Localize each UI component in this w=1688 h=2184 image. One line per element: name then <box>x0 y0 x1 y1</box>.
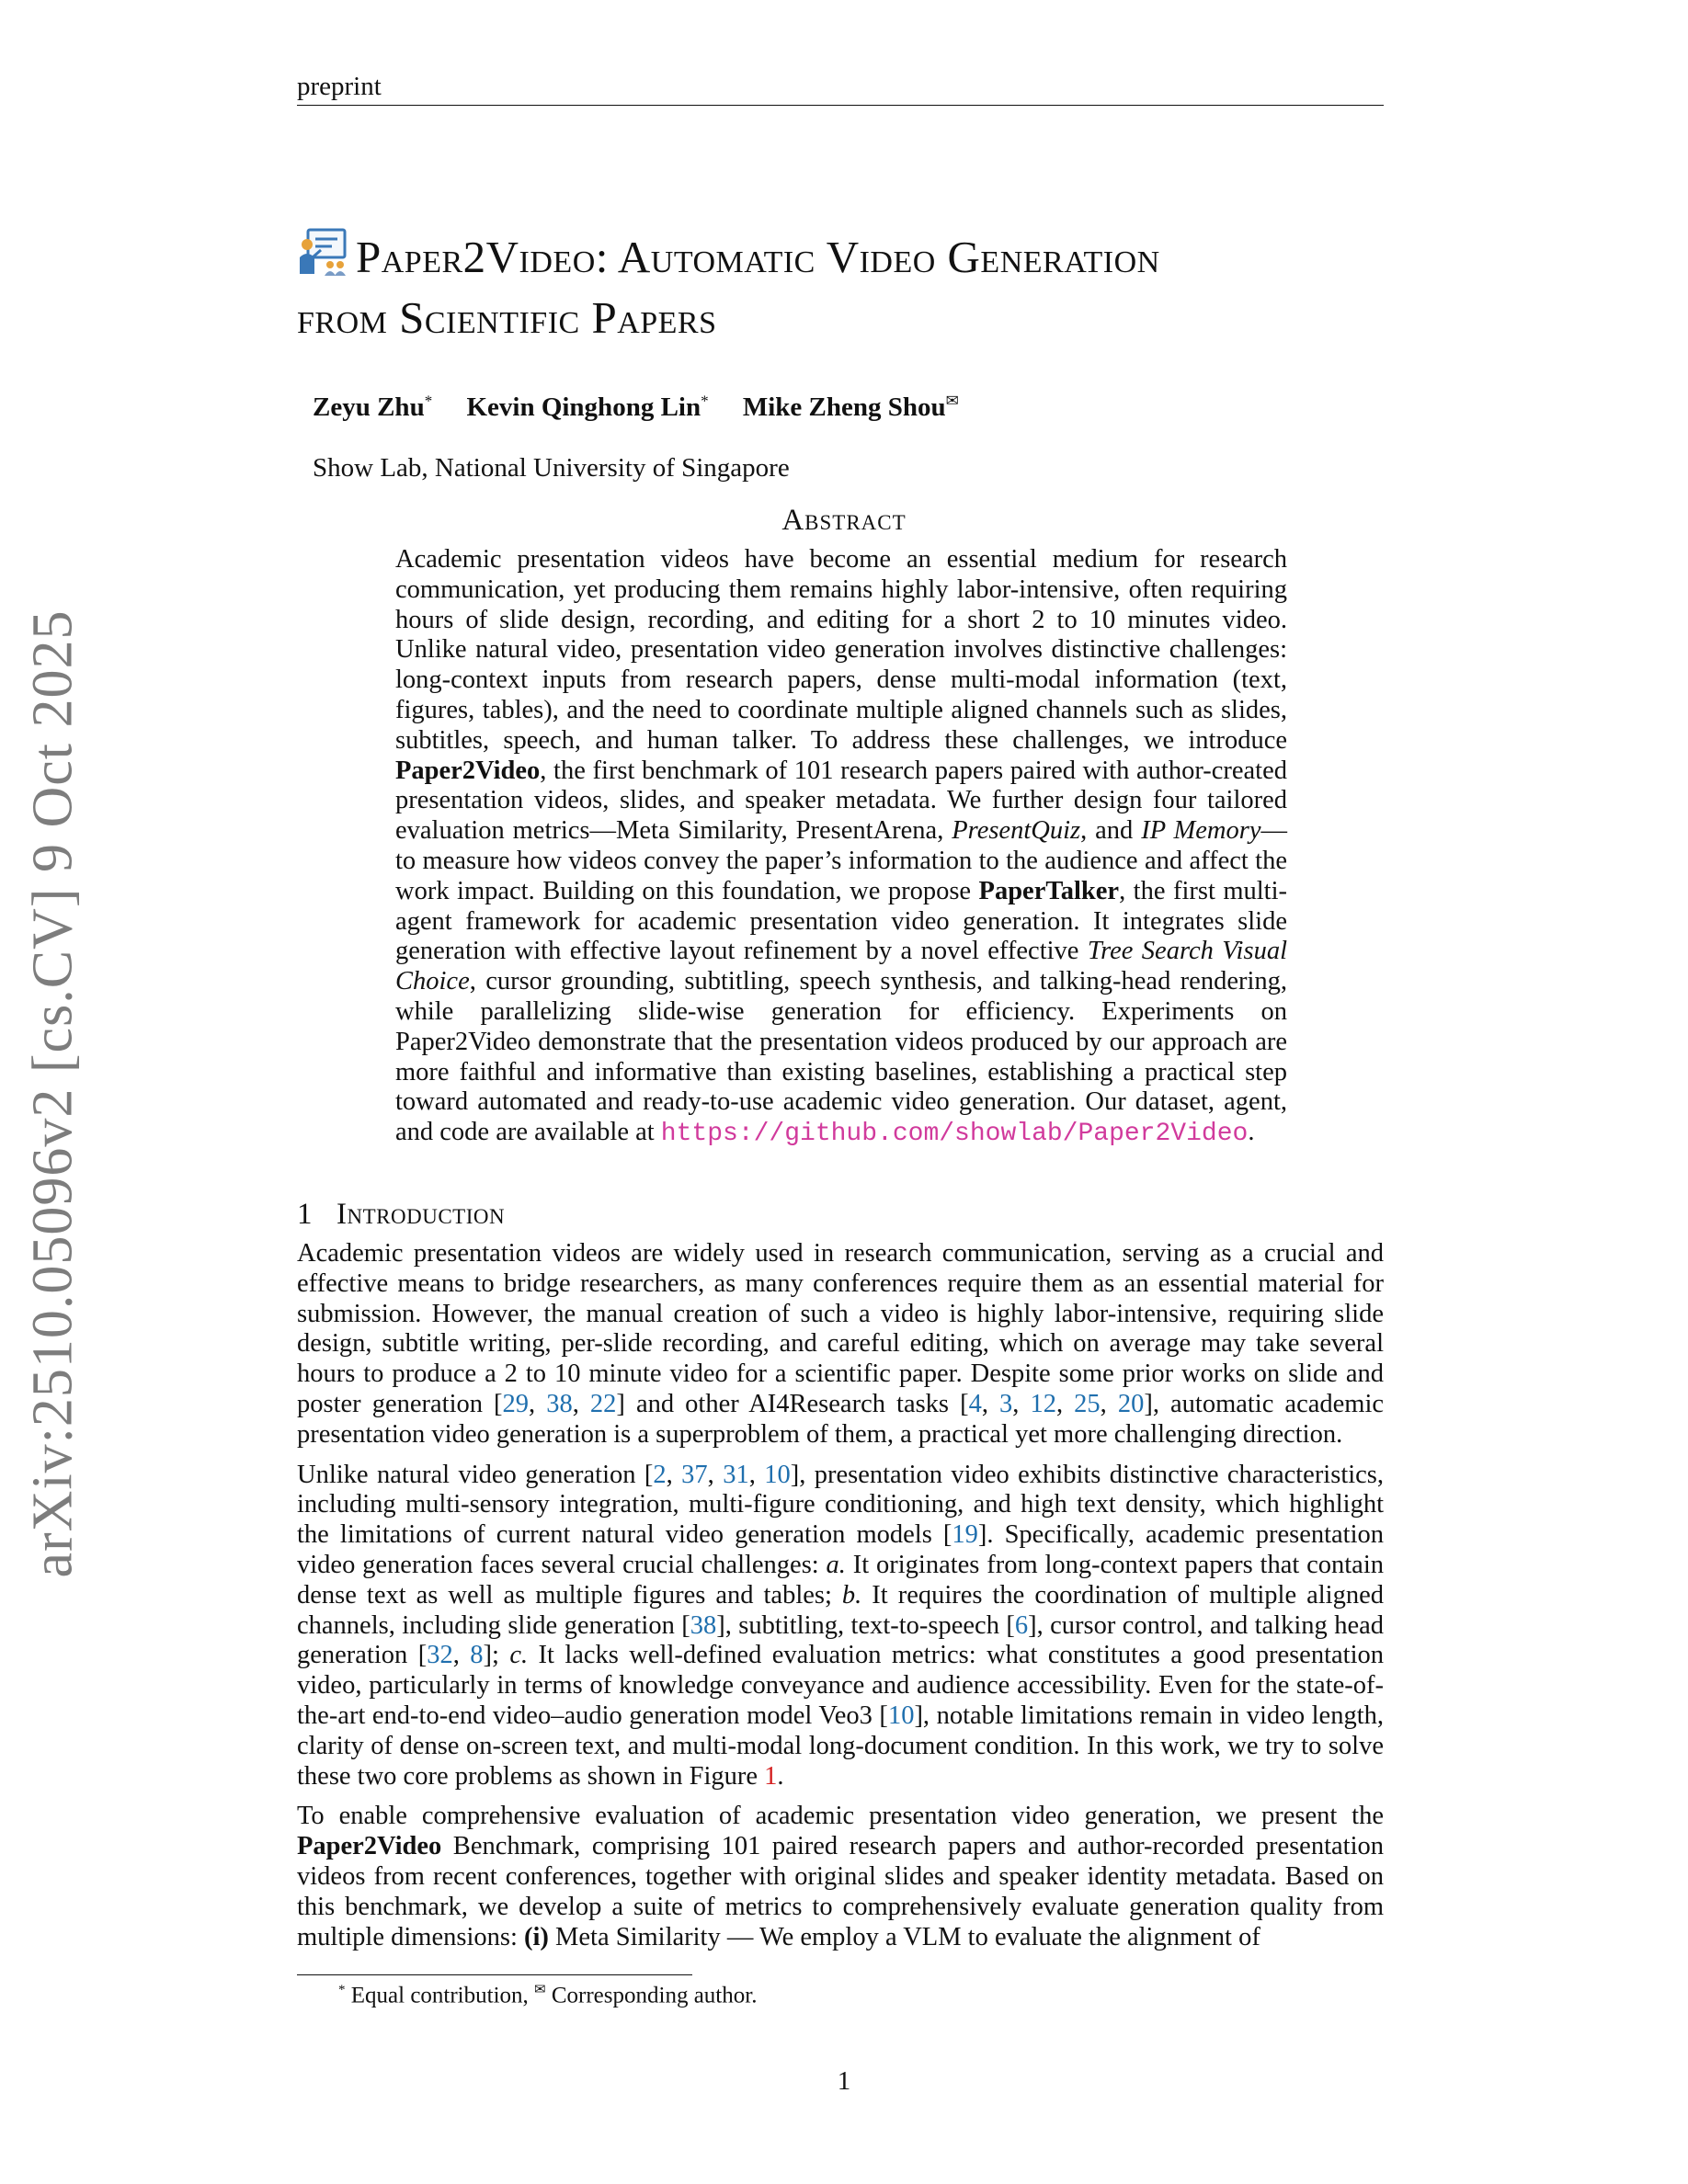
author: Kevin Qinghong Lin* <box>466 392 709 422</box>
citation-link[interactable]: 20 <box>1117 1389 1145 1418</box>
author: Mike Zheng Shou✉ <box>742 392 959 422</box>
arxiv-identifier-stamp: arXiv:2510.05096v2 [cs.CV] 9 Oct 2025 <box>21 609 85 1578</box>
citation-link[interactable]: 38 <box>690 1610 717 1640</box>
citation-link[interactable]: 25 <box>1074 1389 1101 1418</box>
running-header: preprint <box>297 70 1384 106</box>
mail-icon: ✉ <box>945 392 959 409</box>
title-line-1: Paper2Video: Automatic Video Generation <box>356 232 1160 282</box>
introduction-body <box>297 1239 1384 1962</box>
citation-link[interactable]: 29 <box>502 1389 530 1418</box>
abstract-heading: Abstract <box>781 504 907 537</box>
mail-icon: ✉ <box>534 1983 546 1997</box>
citation-link[interactable]: 8 <box>470 1641 484 1670</box>
paragraph: To enable comprehensive evaluation of academic presentation video generation, we present the Paper2Video Benchmark, comprising 101 paired research papers and author-recorded presentation videos from recent conferences, together with original slides and speaker identity metadata. Based on this benchmark, we develop a suite of metrics to comprehensively evaluate generation quality from multiple dimensions: (i) Meta Similarity — We employ a VLM to evaluate the alignment of <box>297 1802 1384 1951</box>
citation-link[interactable]: 12 <box>1030 1389 1056 1418</box>
figure-reference-link[interactable]: 1 <box>764 1761 778 1791</box>
affiliation: Show Lab, National University of Singapore <box>313 453 790 483</box>
citation-link[interactable]: 6 <box>1014 1610 1029 1640</box>
citation-link[interactable]: 3 <box>999 1389 1013 1418</box>
citation-link[interactable]: 38 <box>546 1389 573 1418</box>
citation-link[interactable]: 32 <box>427 1641 453 1670</box>
author-list <box>313 392 987 423</box>
section-heading-introduction: 1 Introduction <box>297 1198 506 1231</box>
footnote: * Equal contribution, ✉ Corresponding author. <box>338 1983 758 2008</box>
citation-link[interactable]: 22 <box>589 1389 617 1418</box>
citation-link[interactable]: 19 <box>952 1520 978 1550</box>
citation-link[interactable]: 2 <box>653 1460 667 1489</box>
citation-link[interactable]: 10 <box>764 1460 791 1489</box>
footnote-divider <box>297 1974 692 1975</box>
paper-title <box>297 226 1391 346</box>
presenter-icon <box>297 226 348 290</box>
title-line-2: from Scientific Papers <box>297 292 717 343</box>
author: Zeyu Zhu* <box>313 392 433 422</box>
github-link[interactable]: https://github.com/showlab/Paper2Video <box>660 1120 1249 1149</box>
citation-link[interactable]: 10 <box>887 1701 915 1730</box>
paragraph: Unlike natural video generation [2, 37, 31, 10], presentation video exhibits distinctive characteristics, including multi-sensory integration, multi-figure conditioning, and high text density, which highlight the limitations of current natural video generation models [19]. Specifically, academic presentation video generation faces several crucial challenges: a. It originates from long-context papers that contain dense text as well as multiple figures and tables; b. It requires the coordination of multiple aligned channels, including slide generation [38], subtitling, text-to-speech [6], cursor control, and talking head generation [32, 8]; c. It lacks well-defined evaluation metrics: what constitutes a good presentation video, particularly in terms of knowledge conveyance and audience accessibility. Even for the state-of-the-art end-to-end video–audio generation model Veo3 [10], notable limitations remain in video length, clarity of dense on-screen text, and multi-modal long-document condition. In this work, we try to solve these two core problems as shown in Figure 1. <box>297 1460 1385 1791</box>
citation-link[interactable]: 37 <box>681 1460 708 1489</box>
abstract-body: Academic presentation videos have become an essential medium for research communication, yet producing them remains highly labor-intensive, often requiring hours of slide design, recording, and editing for a short 2 to 10 minutes video. Unlike natural video, presentation video generation involves distinctive challenges: long-context inputs from research papers, dense multi-modal information (text, figures, tables), and the need to coordinate multiple aligned channels such as slides, subtitles, speech, and human talker. To address these challenges, we introduce Paper2Video, the first benchmark of 101 research papers paired with author-created presentation videos, slides, and speaker metadata. We further design four tailored evaluation metrics—Meta Similarity, PresentArena, PresentQuiz, and IP Memory—to measure how videos convey the paper’s information to the audience and affect the work impact. Building on this foundation, we propose PaperTalker, the first multi-agent framework for academic presentation video generation. It integrates slide generation with effective layout refinement by a novel effective Tree Search Visual Choice, cursor grounding, subtitling, speech synthesis, and talking-head rendering, while parallelizing slide-wise generation for efficiency. Experiments on Paper2Video demonstrate that the presentation videos produced by our approach are more faithful and informative than existing baselines, establishing a practical step toward automated and ready-to-use academic video generation. Our dataset, agent, and code are available at https://github.com/showlab/Paper2Video. <box>395 545 1287 1149</box>
citation-link[interactable]: 31 <box>723 1460 749 1489</box>
citation-link[interactable]: 4 <box>968 1389 982 1418</box>
page-number: 1 <box>837 2066 851 2096</box>
paragraph: Academic presentation videos are widely used in research communication, serving as a crucial and effective means to bridge researchers, as many conferences require them as an essential material for submission. However, the manual creation of such a video is highly labor-intensive, requiring slide design, subtitle writing, per-slide recording, and careful editing, which on average may take several hours to produce a 2 to 10 minute video for a scientific paper. Despite some prior works on slide and poster generation [29, 38, 22] and other AI4Research tasks [4, 3, 12, 25, 20], automatic academic presentation video generation is a superproblem of them, a practical yet more challenging direction. <box>297 1239 1385 1449</box>
